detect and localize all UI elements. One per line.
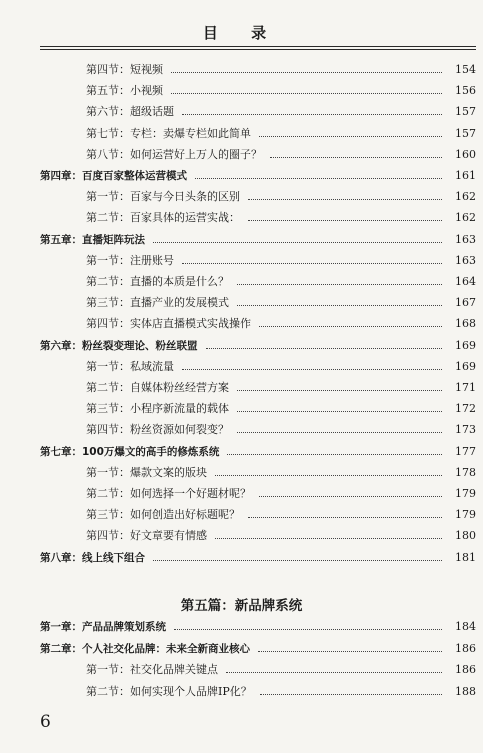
toc-entry-label: 第八章：线上线下组合: [40, 551, 145, 564]
toc-section-entry: [86, 121, 476, 141]
dot-leader: [258, 650, 442, 652]
toc-chapter-entry: [40, 636, 476, 656]
toc-entry-page-number: 164: [455, 275, 476, 288]
toc-chapter-entry: [40, 439, 476, 459]
dot-leader: [174, 628, 442, 630]
part-title: 第五篇：新品牌系统: [180, 598, 303, 614]
toc-entry-page-number: 186: [455, 663, 476, 676]
header-rule-thin: [40, 49, 476, 50]
dot-leader: [195, 177, 442, 179]
toc-entry-label: 第一节：注册账号: [86, 253, 174, 267]
toc-section-entry: [86, 142, 476, 162]
toc-entry-page-number: 162: [455, 211, 476, 225]
toc-section-entry: [86, 460, 476, 480]
toc-entry-page-number: 157: [455, 126, 476, 140]
dot-leader: [153, 559, 442, 561]
dot-leader: [215, 474, 442, 476]
dot-leader: [206, 347, 443, 349]
toc-entry-page-number: 180: [455, 529, 476, 543]
dot-leader: [248, 516, 442, 518]
toc-entry-page-number: 177: [455, 444, 476, 458]
toc-section-entry: [86, 184, 476, 204]
toc-entry-page-number: 154: [455, 63, 476, 76]
toc-section-entry: [86, 657, 476, 677]
dot-leader: [259, 495, 442, 497]
dot-leader: [237, 410, 442, 412]
toc-entry-label: 第四节：短视频: [86, 63, 163, 76]
toc-entry-label: 第三节：小程序新流量的载体: [86, 402, 229, 416]
dot-leader: [248, 219, 442, 221]
toc-entry-page-number: 179: [455, 487, 476, 500]
toc-entry-page-number: 181: [455, 550, 476, 564]
toc-chapter-entry: [40, 614, 476, 634]
toc-entry-label: 第二节：如何实现个人品牌IP化？: [86, 684, 252, 698]
dot-leader: [182, 262, 442, 264]
toc-section-entry: [86, 396, 476, 416]
toc-entry-page-number: 167: [455, 296, 476, 310]
dot-leader: [227, 453, 442, 455]
dot-leader: [171, 92, 442, 94]
toc-entry-page-number: 169: [455, 338, 476, 352]
toc-entry-label: 第三节：如何创造出好标题呢？: [86, 508, 240, 522]
dot-leader: [270, 156, 442, 158]
toc-entry-page-number: 163: [455, 253, 476, 267]
toc-entry-label: 第二节：如何选择一个好题材呢？: [86, 487, 251, 500]
toc-chapter-entry: [40, 227, 476, 247]
dot-leader: [237, 283, 442, 285]
toc-section-entry: [86, 417, 476, 437]
toc-entry-page-number: 168: [455, 317, 476, 331]
toc-entry-page-number: 161: [455, 169, 476, 182]
toc-entry-label: 第六章：粉丝裂变理论、粉丝联盟: [40, 339, 198, 352]
toc-entry-label: 第八节：如何运营好上万人的圈子？: [86, 147, 262, 161]
toc-entry-label: 第七章：100万爆文的高手的修炼系统: [40, 445, 220, 458]
header-rule: [40, 46, 476, 47]
toc-entry-label: 第五节：小视频: [86, 84, 163, 98]
toc-entry-page-number: 186: [455, 641, 476, 655]
toc-entry-label: 第六节：超级话题: [86, 105, 174, 119]
toc-entry-page-number: 188: [455, 684, 476, 698]
toc-entry-label: 第二节：直播的本质是什么？: [86, 275, 229, 288]
toc-section-entry: [86, 502, 476, 522]
dot-leader: [259, 135, 442, 137]
toc-entry-label: 第一节：社交化品牌关键点: [86, 663, 218, 676]
toc-section-entry: [86, 679, 476, 699]
toc-section-entry: [86, 78, 476, 98]
toc-entry-page-number: 173: [455, 423, 476, 437]
dot-leader: [259, 325, 442, 327]
toc-section-entry: [86, 205, 476, 225]
toc-entry-label: 第五章：直播矩阵玩法: [40, 233, 145, 246]
toc-section-entry: [86, 354, 476, 374]
toc-entry-label: 第三节：直播产业的发展模式: [86, 296, 229, 310]
toc-chapter-entry: [40, 333, 476, 353]
dot-leader: [237, 304, 442, 306]
page-number: 6: [40, 712, 51, 732]
dot-leader: [226, 671, 442, 673]
toc-entry-label: 第一章：产品品牌策划系统: [40, 621, 166, 633]
toc-entry-page-number: 171: [455, 381, 476, 394]
toc-section-entry: [86, 290, 476, 310]
dot-leader: [182, 113, 442, 115]
dot-leader: [215, 537, 442, 539]
toc-section-entry: [86, 311, 476, 331]
toc-entry-label: 第四节：粉丝资源如何裂变？: [86, 423, 229, 437]
dot-leader: [237, 431, 442, 433]
toc-entry-label: 第二章：个人社交化品牌：未来全新商业核心: [40, 642, 250, 655]
toc-entry-label: 第四节：好文章要有情感: [86, 529, 207, 543]
dot-leader: [153, 241, 442, 243]
toc-entry-label: 第一节：百家与今日头条的区别: [86, 190, 240, 204]
dot-leader: [260, 693, 442, 695]
toc-section-entry: [86, 523, 476, 543]
toc-entry-page-number: 172: [455, 402, 476, 416]
dot-leader: [171, 71, 442, 73]
toc-section-entry: [86, 269, 476, 289]
toc-entry-label: 第一节：私域流量: [86, 359, 174, 373]
toc-section-entry: [86, 481, 476, 501]
toc-section-entry: [86, 57, 476, 77]
toc-entry-page-number: 179: [455, 508, 476, 522]
dot-leader: [237, 389, 442, 391]
toc-section-entry: [86, 248, 476, 268]
toc-section-entry: [86, 375, 476, 395]
toc-entry-page-number: 157: [455, 105, 476, 119]
toc-entry-page-number: 162: [455, 190, 476, 204]
toc-entry-page-number: 160: [455, 147, 476, 161]
dot-leader: [248, 198, 442, 200]
toc-entry-page-number: 163: [455, 232, 476, 246]
toc-entry-page-number: 178: [455, 465, 476, 479]
dot-leader: [182, 368, 442, 370]
toc-entry-label: 第四章：百度百家整体运营模式: [40, 170, 187, 182]
toc-entry-page-number: 169: [455, 359, 476, 373]
toc-section-entry: [86, 99, 476, 119]
toc-entry-label: 第七节：专栏：卖爆专栏如此简单: [86, 126, 251, 140]
toc-chapter-entry: [40, 163, 476, 183]
toc-entry-page-number: 184: [455, 620, 476, 633]
toc-entry-label: 第二节：自媒体粉丝经营方案: [86, 381, 229, 394]
toc-entry-label: 第四节：实体店直播模式实战操作: [86, 317, 251, 331]
toc-entry-label: 第二节：百家具体的运营实战：: [86, 211, 240, 225]
toc-chapter-entry: [40, 545, 476, 565]
toc-entry-page-number: 156: [455, 84, 476, 98]
page-title: 目 录: [202, 24, 281, 42]
toc-entry-label: 第一节：爆款文案的版块: [86, 465, 207, 479]
